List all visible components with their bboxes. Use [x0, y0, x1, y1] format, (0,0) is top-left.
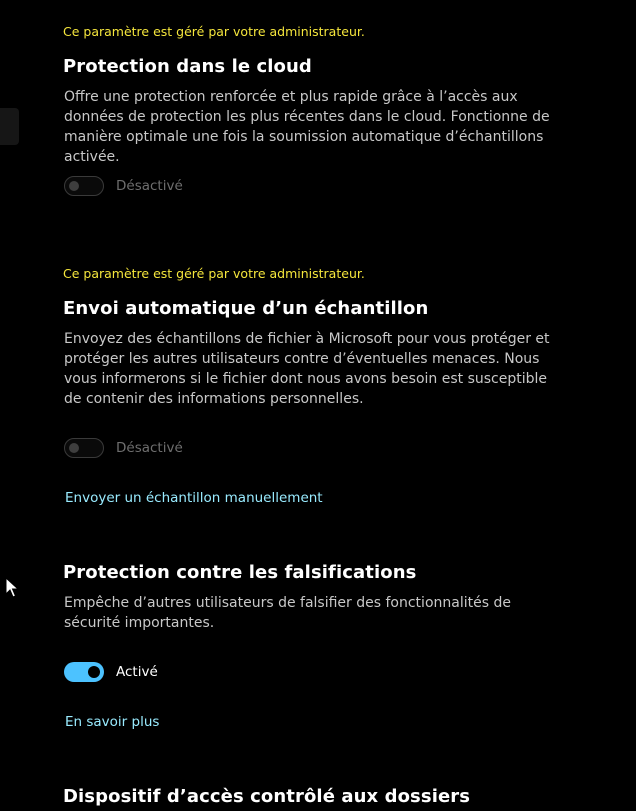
cloud-protection-title: Protection dans le cloud [63, 56, 312, 77]
toggle-knob [88, 666, 100, 678]
sample-submission-description: Envoyez des échantillons de fichier à Microsoft pour vous protéger et protéger les autres utilisateurs contre d’éventuelles menaces. Nous vous informerons si le fichier dont nous avons besoin est susceptible de contenir des informations personnelles. [64, 331, 550, 407]
learn-more-link[interactable]: En savoir plus [65, 714, 160, 730]
sample-submission-admin-notice: Ce paramètre est géré par votre administrateur. [63, 266, 365, 281]
sample-submission-toggle-label: Désactivé [116, 440, 183, 456]
submit-sample-manually-link[interactable]: Envoyer un échantillon manuellement [65, 490, 323, 506]
mouse-cursor-icon [5, 577, 19, 599]
controlled-folder-access-title: Dispositif d’accès contrôlé aux dossiers [63, 786, 471, 807]
tamper-protection-description: Empêche d’autres utilisateurs de falsifier des fonctionnalités de sécurité importantes. [64, 595, 511, 631]
toggle-knob [69, 181, 79, 191]
tamper-protection-title: Protection contre les falsifications [63, 562, 417, 583]
sample-submission-toggle[interactable] [64, 438, 104, 458]
cloud-protection-admin-notice: Ce paramètre est géré par votre administrateur. [63, 24, 365, 39]
toggle-knob [69, 443, 79, 453]
cloud-protection-toggle-label: Désactivé [116, 178, 183, 194]
cloud-protection-toggle[interactable] [64, 176, 104, 196]
tamper-protection-toggle-label: Activé [116, 664, 158, 680]
cloud-protection-description: Offre une protection renforcée et plus rapide grâce à l’accès aux données de protection les plus récentes dans le cloud. Fonctionne de manière optimale une fois la soumission automatique d’échantillons activée. [64, 89, 550, 165]
tamper-protection-toggle[interactable] [64, 662, 104, 682]
nav-pane-edge [0, 108, 19, 145]
sample-submission-title: Envoi automatique d’un échantillon [63, 298, 429, 319]
